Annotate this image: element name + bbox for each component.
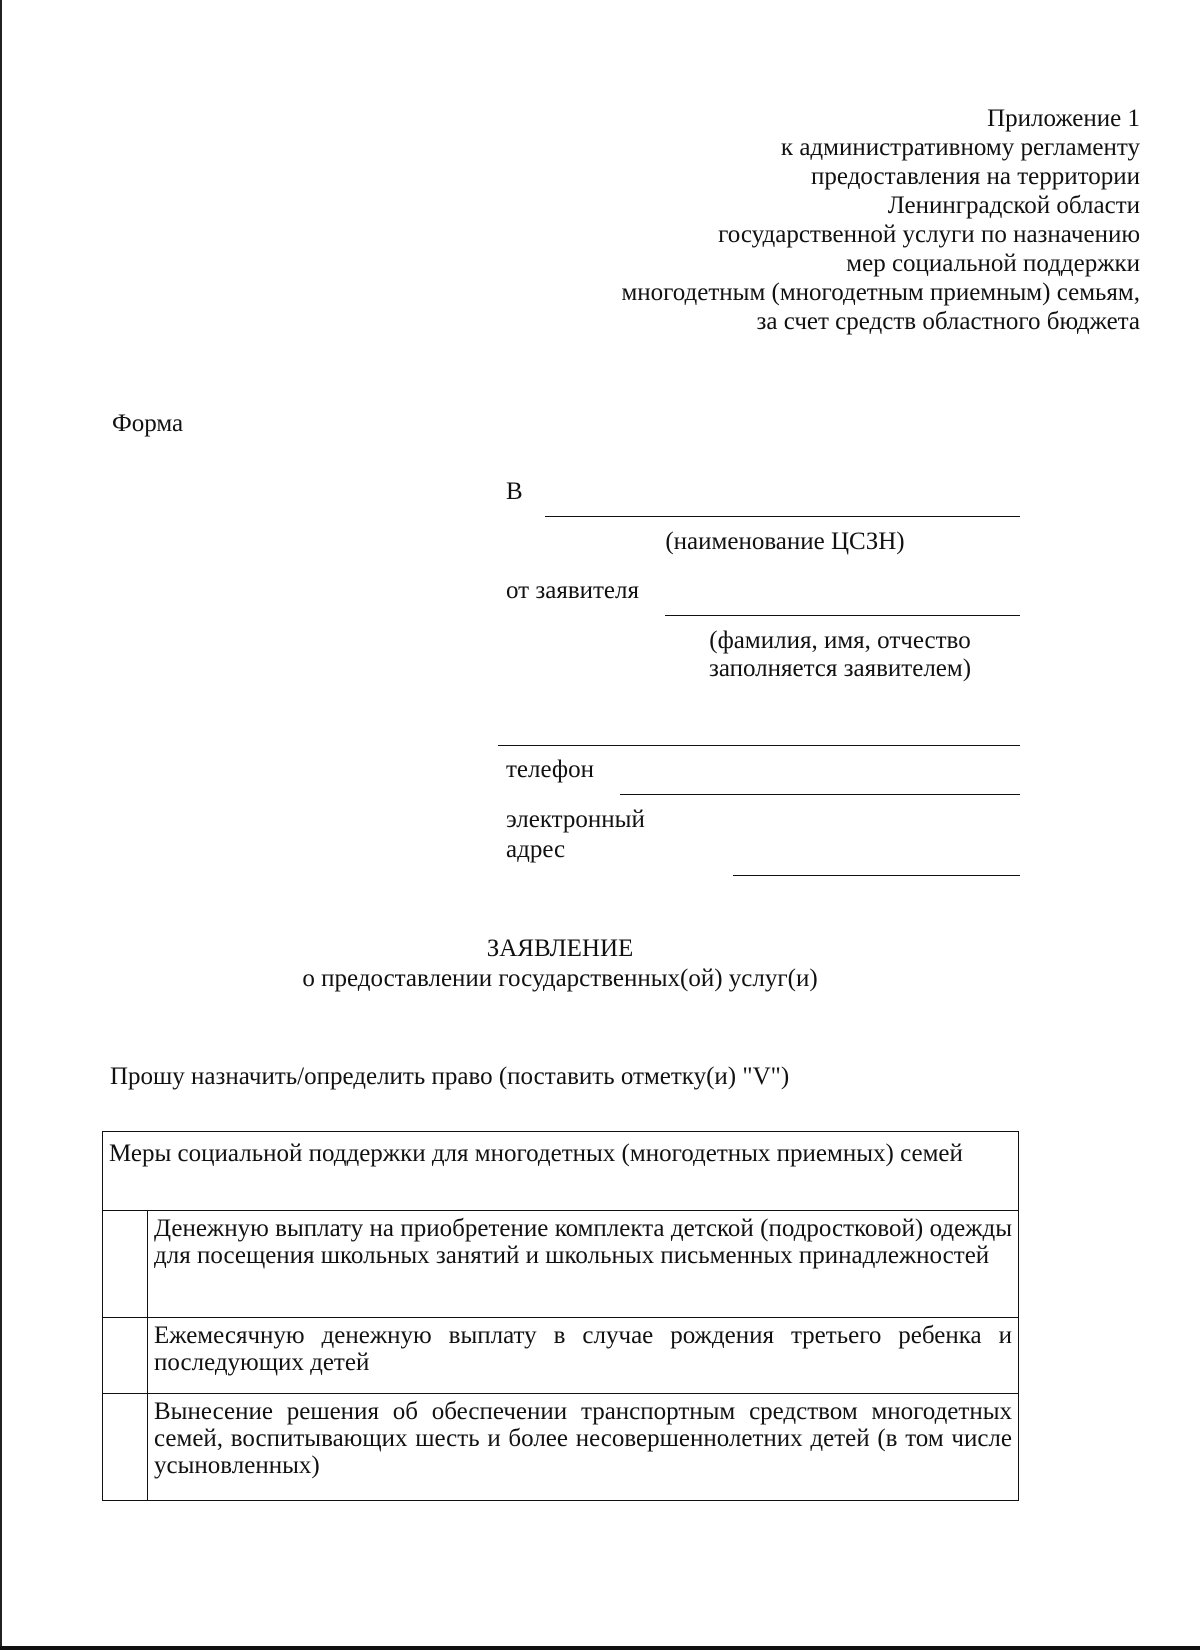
- applicant-caption-line: заполняется заявителем): [708, 655, 972, 682]
- measure-text: Вынесение решения об обеспечении транспортным средством многодетных семей, воспитывающих шесть и более несовершеннолетних детей (в том числе усыновленных): [148, 1394, 1019, 1501]
- statement-title: ЗАЯВЛЕНИЕ: [486, 935, 634, 962]
- applicant-name-field[interactable]: [665, 615, 1020, 616]
- appendix-line: предоставления на территории: [811, 163, 1140, 190]
- table-header-row: [103, 1132, 1019, 1211]
- applicant-caption: [670, 627, 1010, 683]
- request-text: Прошу назначить/определить право (поставить отметку(и) "V"): [110, 1063, 790, 1090]
- measure-checkbox[interactable]: [103, 1211, 148, 1318]
- table-row: [103, 1211, 1019, 1318]
- appendix-line: за счет средств областного бюджета: [756, 308, 1140, 335]
- page-edge-bottom: [0, 1646, 1200, 1650]
- measure-checkbox[interactable]: [103, 1318, 148, 1394]
- measure-text: Ежемесячную денежную выплату в случае рождения третьего ребенка и последующих детей: [148, 1318, 1019, 1394]
- measures-table: [102, 1131, 1019, 1501]
- appendix-line: Приложение 1: [987, 105, 1140, 132]
- statement-subtitle: о предоставлении государственных(ой) услуг(и): [302, 965, 818, 992]
- email-field[interactable]: [733, 875, 1020, 876]
- appendix-line: мер социальной поддержки: [846, 250, 1140, 277]
- recipient-prefix: В: [506, 478, 523, 505]
- table-row: [103, 1394, 1019, 1501]
- applicant-label: от заявителя: [506, 577, 639, 604]
- table-header: Меры социальной поддержки для многодетных (многодетных приемных) семей: [103, 1132, 1019, 1211]
- page-edge: [0, 0, 2, 1650]
- applicant-extra-field[interactable]: [498, 745, 1020, 746]
- recipient-caption: (наименование ЦСЗН): [665, 528, 905, 555]
- email-label-line: адрес: [506, 836, 566, 863]
- measure-text: Денежную выплату на приобретение комплекта детской (подростковой) одежды для посещения школьных занятий и школьных письменных принадлежностей: [148, 1211, 1019, 1318]
- appendix-line: Ленинградской области: [887, 192, 1140, 219]
- applicant-caption-line: (фамилия, имя, отчество: [709, 627, 971, 654]
- table-row: [103, 1318, 1019, 1394]
- appendix-line: многодетным (многодетным приемным) семьям,: [621, 279, 1140, 306]
- appendix-header: [500, 104, 1140, 336]
- email-label: [506, 805, 645, 865]
- phone-field[interactable]: [620, 794, 1020, 795]
- appendix-line: государственной услуги по назначению: [718, 221, 1140, 248]
- measure-checkbox[interactable]: [103, 1394, 148, 1501]
- recipient-field[interactable]: [545, 516, 1020, 517]
- phone-label: телефон: [506, 756, 594, 783]
- email-label-line: электронный: [506, 806, 645, 833]
- appendix-line: к административному регламенту: [780, 134, 1140, 161]
- form-label: Форма: [112, 410, 184, 437]
